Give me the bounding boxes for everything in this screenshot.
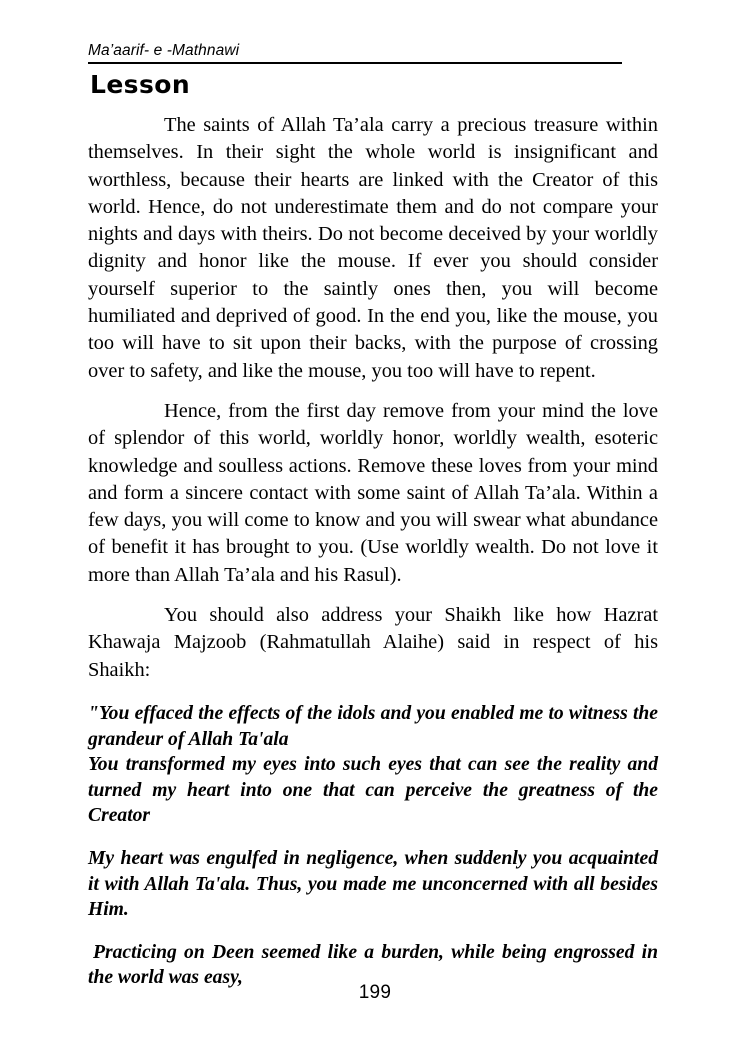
page-header xyxy=(88,42,622,64)
verse-line: Practicing on Deen seemed like a burden, while being engrossed in the world was easy, xyxy=(88,941,658,989)
verse-quotation-block xyxy=(88,701,658,991)
running-head-title: Ma’aarif- e -Mathnawi xyxy=(88,42,240,59)
verse-line: "You effaced the effects of the idols and you enabled me to witness the grandeur of Allah Ta'ala xyxy=(88,702,658,750)
page-number: 199 xyxy=(358,982,392,1003)
header-divider xyxy=(88,62,622,64)
page-title: Lesson xyxy=(90,70,191,99)
body-text-column xyxy=(88,112,658,991)
body-paragraph: The saints of Allah Ta’ala carry a precious treasure within themselves. In their sight the whole world is insignificant and worthless, because their hearts are linked with the Creator of this world. Hence, do not underestimate them and do not compare your nights and days with theirs. Do not become deceived by your worldly dignity and honor like the mouse. If ever you should consider yourself superior to the saintly ones then, you will become humiliated and deprived of good. In the end you, like the mouse, you too will have to sit upon their backs, with the purpose of crossing over to safety, and like the mouse, you too will have to repent. xyxy=(88,114,658,382)
verse-line: You transformed my eyes into such eyes that can see the reality and turned my heart into one that can perceive the greatness of the Creator xyxy=(88,754,658,827)
body-paragraph: You should also address your Shaikh like how Hazrat Khawaja Majzoob (Rahmatullah Alaihe) said in respect of his Shaikh: xyxy=(88,604,658,681)
body-paragraph: Hence, from the first day remove from your mind the love of splendor of this world, worldly honor, worldly wealth, esoteric knowledge and soulless actions. Remove these loves from your mind and form a sincere contact with some saint of Allah Ta’ala. Within a few days, you will come to know and you will swear what abundance of benefit it has brought to you. (Use worldly wealth. Do not love it more than Allah Ta’ala and his Rasul). xyxy=(88,399,658,586)
verse-line: My heart was engulfed in negligence, when suddenly you acquainted it with Allah Ta'ala. Thus, you made me unconcerned with all besides Him. xyxy=(88,847,658,921)
verse-stanza xyxy=(88,846,658,923)
verse-stanza xyxy=(88,701,658,829)
